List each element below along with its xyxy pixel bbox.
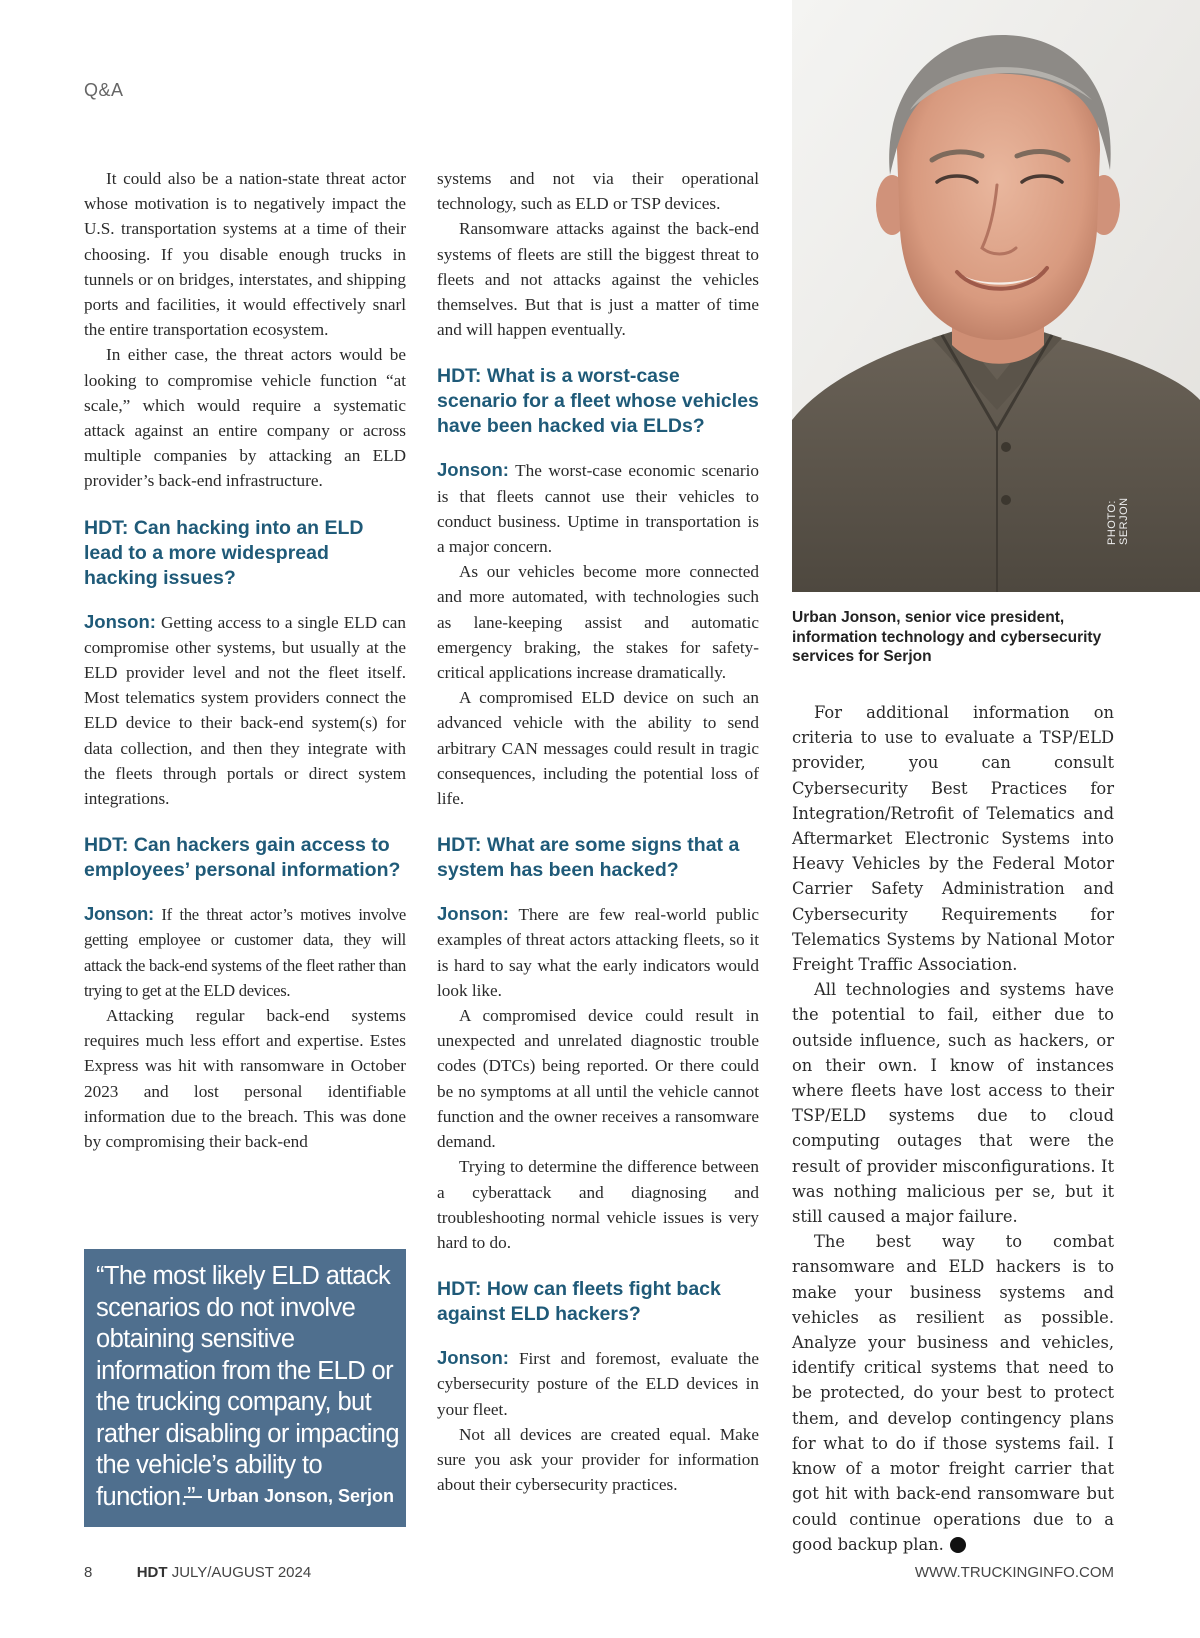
magazine-name: HDT [136, 1564, 168, 1581]
footer-website[interactable]: WWW.TRUCKINGINFO.COM [914, 1564, 1114, 1581]
article-column-3 [792, 700, 1114, 1557]
paragraph: It could also be a nation-state threat actor whose motivation is to negatively impact the U.S. transportation systems at a time of their choosing. If you disable enough trucks in tunnels or on bridges, interstates, and shipping ports and facilities, it would effectively snarl the entire transportation ecosystem. [84, 169, 406, 340]
speaker-label: Jonson: [437, 459, 509, 481]
portrait-photo [792, 0, 1200, 592]
answer-text: Getting access to a single ELD can compromise other systems, but usually at the ELD provider level and not the fleet itself. Most telematics system providers connect the ELD device to their back-end system(s) for data collection, and then they integrate with the fleets through portals or direct system integrations. [84, 612, 406, 809]
section-label: Q&A [84, 80, 124, 100]
page-number: 8 [84, 1564, 93, 1581]
paragraph: Not all devices are created equal. Make sure you ask your provider for information about their cybersecurity practices. [437, 1424, 759, 1495]
answer-paragraph [437, 457, 759, 559]
article-column-1 [84, 166, 406, 1154]
issue-date: JULY/AUGUST 2024 [171, 1564, 312, 1581]
answer-paragraph [84, 609, 406, 812]
pull-quote-attribution: — Urban Jonson, Serjon [183, 1486, 394, 1506]
speaker-label: Jonson: [84, 610, 156, 632]
answer-text: There are few real-world public examples of threat actors attacking fleets, so it is hard to say what the early indicators would look like. [437, 905, 759, 1000]
footer-left [84, 1564, 311, 1581]
paragraph-text: The best way to combat ransomware and ELD hackers is to make your business systems and vehicles as resilient as possible. Analyze your business and vehicles, identify critical systems that need to be protected, do your best to protect them, and develop contingency plans for what to do if those systems fail. I know of a motor freight carrier that got hit with back-end ransomware but could continue operations due to a good backup plan. [792, 1232, 1114, 1554]
paragraph: A compromised device could result in unexpected and unrelated diagnostic trouble codes (DTCs) being reported. Or there could be no symptoms at all until the vehicle cannot function and the owner receives a ransomware demand. [437, 1006, 759, 1152]
end-mark-icon: HDT [950, 1537, 966, 1553]
answer-text: If the threat actor’s motives involve getting employee or customer data, they will attack the back-end systems of the fleet rather than trying to get at the ELD devices. [84, 905, 406, 1000]
speaker-label: Jonson: [437, 1347, 509, 1369]
paragraph: Trying to determine the difference between a cyberattack and diagnosing and troubleshooting normal vehicle issues is very hard to do. [437, 1157, 759, 1252]
portrait-illustration [792, 0, 1200, 592]
paragraph: A compromised ELD device on such an advanced vehicle with the ability to send arbitrary CAN messages could result in tragic consequences, including the potential loss of life. [437, 688, 759, 809]
answer-text: The worst-case economic scenario is that fleets cannot use their vehicles to conduct business. Uptime in transportation is a major concern. [437, 461, 759, 557]
paragraph: In either case, the threat actors would be looking to compromise vehicle function “at scale,” which would require a systematic attack against an entire company or across multiple companies by attacking an ELD provider’s back-end infrastructure. [84, 345, 406, 491]
answer-paragraph [84, 901, 406, 1003]
question-heading: HDT: Can hacking into an ELD lead to a more widespread hacking issues? [84, 516, 364, 589]
answer-paragraph [437, 1345, 759, 1422]
paragraph: Ransomware attacks against the back-end systems of fleets are still the biggest threat to fleets and not attacks against the vehicles themselves. But that is just a matter of time and will happen eventually. [437, 219, 759, 340]
paragraph: For additional information on criteria to use to evaluate a TSP/ELD provider, you can consult Cybersecurity Best Practices for Integration/Retrofit of Telematics and Aftermarket Electronic Systems into Heavy Vehicles by the Federal Motor Carrier Safety Administration and Cybersecurity Requirements for Telematics Systems by National Motor Freight Traffic Association. [792, 703, 1114, 975]
article-column-2 [437, 166, 759, 1497]
question-heading: HDT: What is a worst-case scenario for a fleet whose vehicles have been hacked via ELDs? [437, 365, 759, 438]
paragraph: Attacking regular back-end systems requires much less effort and expertise. Estes Express was hit with ransomware in October 2023 and lost personal identifiable information due to the breach. This was done by compromising their back-end [84, 1006, 406, 1152]
photo-caption: Urban Jonson, senior vice president, information technology and cybersecurity services for Serjon [792, 609, 1102, 665]
answer-text: First and foremost, evaluate the cybersecurity posture of the ELD devices in your fleet. [437, 1349, 759, 1419]
paragraph: All technologies and systems have the potential to fail, either due to outside influence, such as hackers, or on their own. I know of instances where fleets have lost access to their TSP/ELD systems due to cloud computing outages that were the result of provider misconfigurations. It was nothing malicious per se, but it still caused a major failure. [792, 980, 1114, 1227]
paragraph [792, 1229, 1114, 1557]
pull-quote-text: “The most likely ELD attack scenarios do not involve obtaining sensitive information from the ELD or the trucking company, but rather disabling or impacting the vehicle’s ability to function.” [96, 1262, 399, 1511]
speaker-label: Jonson: [84, 903, 154, 925]
paragraph: systems and not via their operational technology, such as ELD or TSP devices. [437, 169, 759, 214]
answer-paragraph [437, 901, 759, 1003]
pull-quote [84, 1249, 406, 1527]
paragraph: As our vehicles become more connected and more automated, with technologies such as lane-keeping assist and automatic emergency braking, the stakes for safety-critical applications increase dramatically. [437, 562, 759, 683]
photo-credit: PHOTO: SERJON [1106, 497, 1130, 545]
question-heading: HDT: Can hackers gain access to employees’ personal information? [84, 834, 401, 882]
question-heading: HDT: What are some signs that a system has been hacked? [437, 834, 740, 882]
speaker-label: Jonson: [437, 903, 509, 925]
question-heading: HDT: How can fleets fight back against ELD hackers? [437, 1278, 721, 1326]
